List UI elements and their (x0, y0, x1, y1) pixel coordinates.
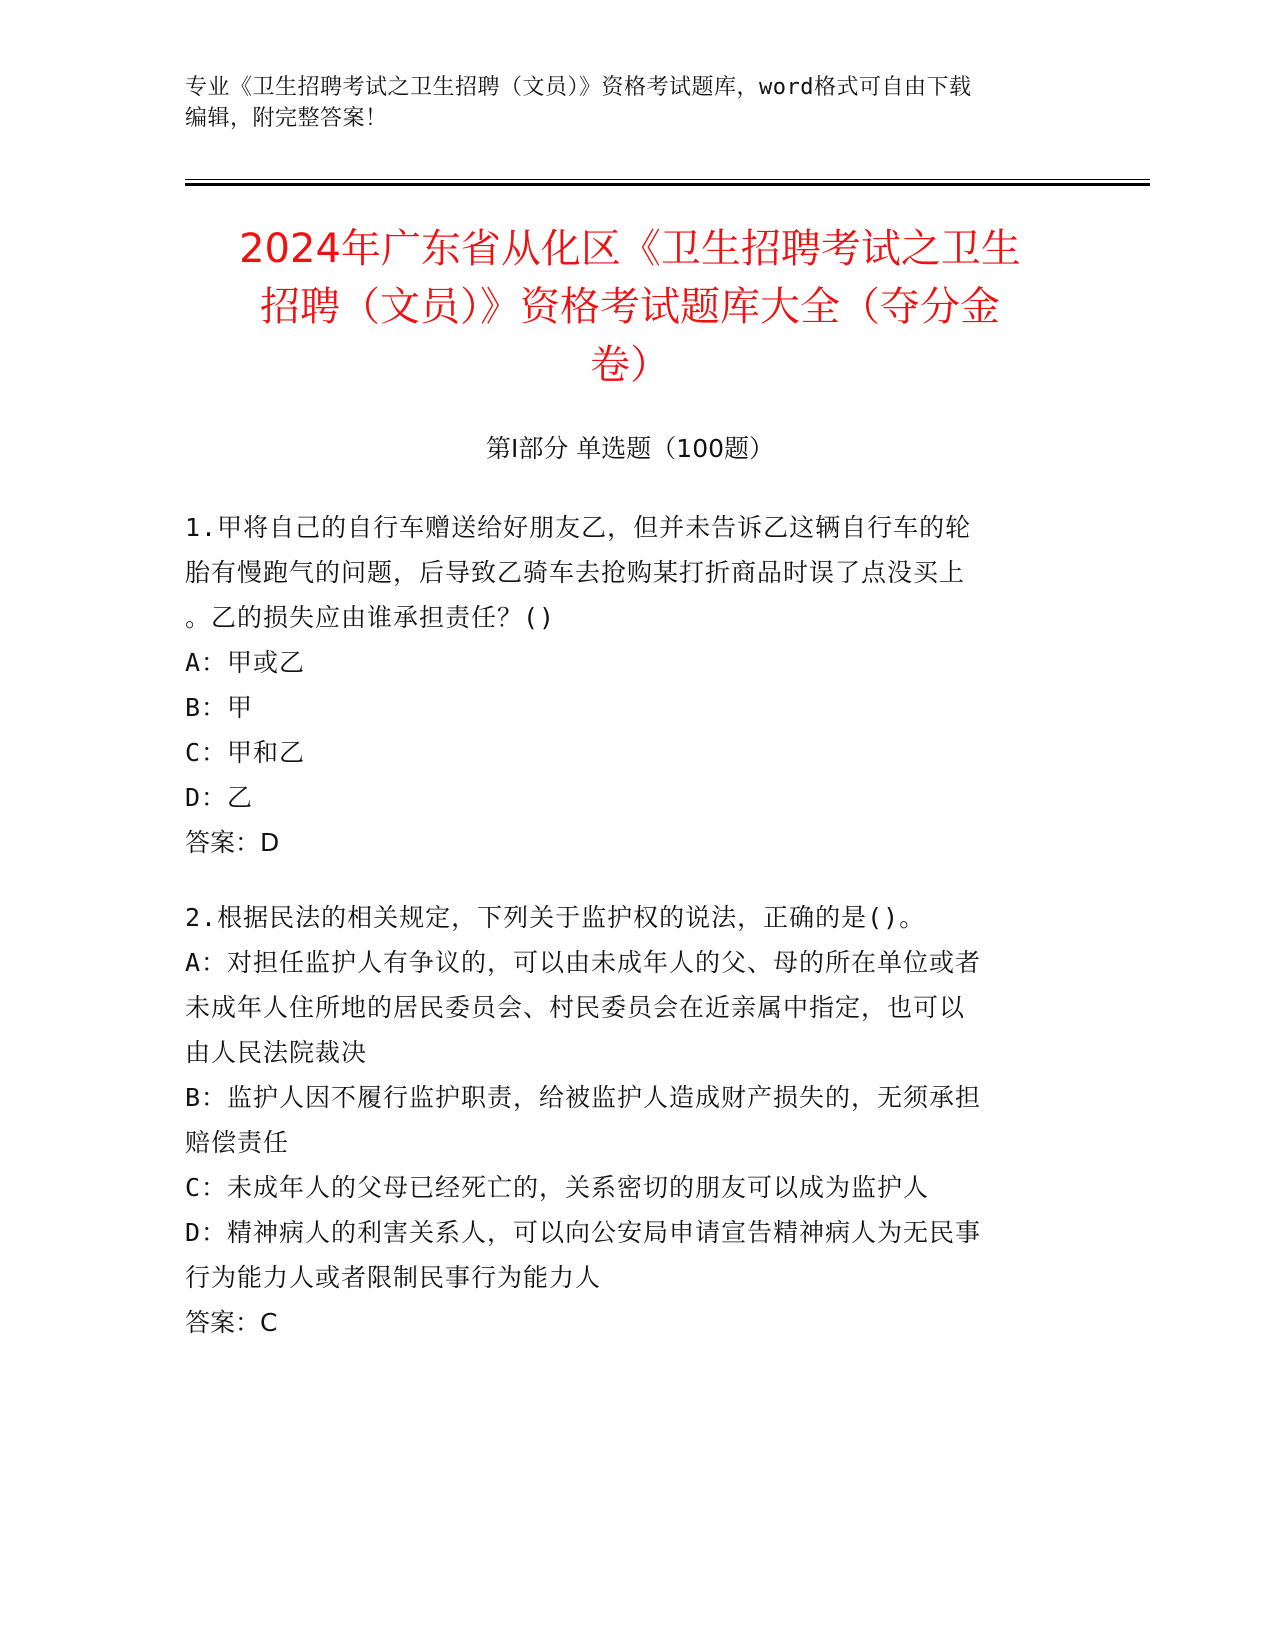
option-b: B：监护人因不履行监护职责，给被监护人造成财产损失的，无须承担 (185, 1083, 982, 1112)
option-b: B：甲 (185, 693, 254, 722)
option-a: A：甲或乙 (185, 648, 306, 677)
header-divider-thin (185, 179, 1150, 180)
option-c: C：未成年人的父母已经死亡的，关系密切的朋友可以成为监护人 (185, 1173, 930, 1202)
title-line: 卷） (590, 342, 670, 388)
question-stem-line: 1.甲将自己的自行车赠送给好朋友乙，但并未告诉乙这辆自行车的轮 (185, 513, 972, 542)
title-line: 招聘（文员）》资格考试题库大全（夺分金 (260, 284, 1000, 330)
question-stem-line: 2.根据民法的相关规定，下列关于监护权的说法，正确的是()。 (185, 903, 926, 932)
option-a-cont: 由人民法院裁决 (185, 1038, 368, 1067)
question-stem-line: 。乙的损失应由谁承担责任？() (185, 603, 556, 632)
option-c: C：甲和乙 (185, 738, 306, 767)
document-title (185, 220, 1075, 394)
option-b-cont: 赔偿责任 (185, 1128, 290, 1157)
answer: 答案：C (185, 1308, 278, 1337)
option-d-cont: 行为能力人或者限制民事行为能力人 (185, 1263, 602, 1292)
title-line: 2024年广东省从化区《卫生招聘考试之卫生 (239, 226, 1021, 272)
option-a: A：对担任监护人有争议的，可以由未成年人的父、母的所在单位或者 (185, 948, 982, 977)
question-2 (185, 895, 1065, 1345)
header-note-line: 编辑，附完整答案！ (185, 106, 388, 131)
option-a-cont: 未成年人住所地的居民委员会、村民委员会在近亲属中指定，也可以 (185, 993, 966, 1022)
header-note (185, 72, 1065, 134)
option-d: D：乙 (185, 783, 254, 812)
answer: 答案：D (185, 828, 280, 857)
question-1 (185, 505, 1065, 865)
question-stem-line: 胎有慢跑气的问题，后导致乙骑车去抢购某打折商品时误了点没买上 (185, 558, 966, 587)
header-note-line: 专业《卫生招聘考试之卫生招聘（文员）》资格考试题库，word格式可自由下载 (185, 75, 972, 100)
option-d: D：精神病人的利害关系人，可以向公安局申请宣告精神病人为无民事 (185, 1218, 982, 1247)
header-divider-thick (185, 183, 1150, 186)
section-heading: 第Ⅰ部分 单选题（100题） (485, 434, 775, 463)
